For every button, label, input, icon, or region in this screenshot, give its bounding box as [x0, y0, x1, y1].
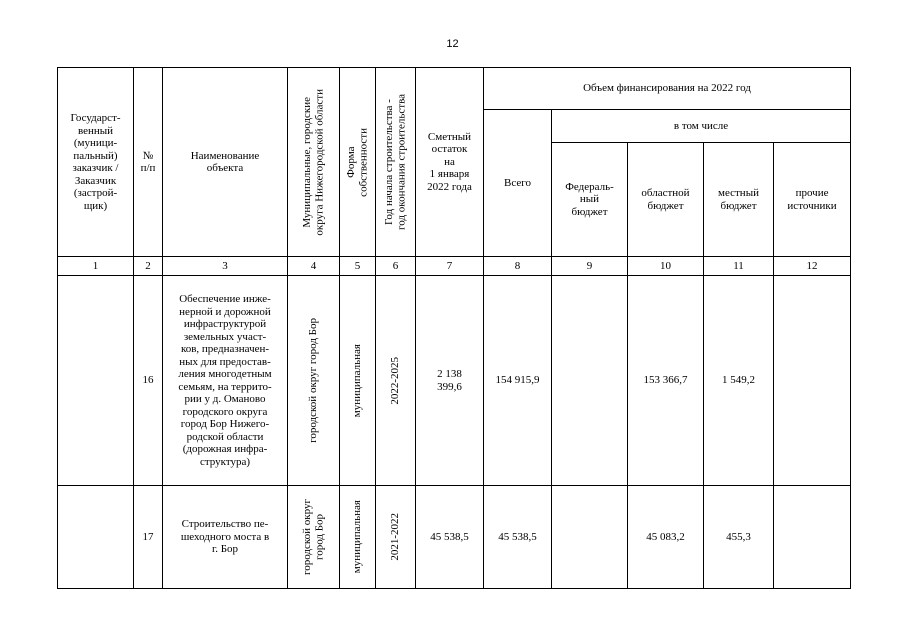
column-number: 10 — [628, 257, 704, 276]
row-municipality: городской округ город Бор — [307, 318, 320, 443]
row-ownership: муниципальная — [351, 343, 364, 418]
row-federal — [552, 276, 628, 486]
row-num: 17 — [134, 486, 163, 589]
header-funding-title: Объем финансирования на 2022 год — [484, 68, 851, 110]
row-municipality-cell — [288, 486, 340, 589]
row-regional: 45 083,2 — [628, 486, 704, 589]
header-other: прочие источники — [774, 143, 851, 257]
row-years-cell — [376, 486, 416, 589]
column-number: 12 — [774, 257, 851, 276]
row-ownership-cell — [340, 276, 376, 486]
row-total: 45 538,5 — [484, 486, 552, 589]
row-years: 2021-2022 — [389, 513, 402, 561]
row-federal — [552, 486, 628, 589]
row-estimate-balance: 2 138 399,6 — [416, 276, 484, 486]
header-years: Год начала строительства - год окончания строительства — [383, 94, 408, 230]
row-municipality-cell — [288, 276, 340, 486]
row-customer — [58, 276, 134, 486]
column-number: 5 — [340, 257, 376, 276]
column-number: 3 — [163, 257, 288, 276]
column-number: 6 — [376, 257, 416, 276]
row-object-name: Обеспечение инже- нерной и дорожной инфраструктурой земельных участ- ков, предназначен- ных для предостав- ления многодетным семьям, на террито- рии у д. Оманово городского округа город Бор Нижего- родской области (дорожная инфра- структура) — [163, 276, 288, 486]
row-other — [774, 276, 851, 486]
table-row — [58, 486, 851, 589]
row-municipality: городской округ город Бор — [301, 498, 326, 576]
column-number: 2 — [134, 257, 163, 276]
header-including: в том числе — [552, 110, 851, 143]
row-local: 1 549,2 — [704, 276, 774, 486]
header-total: Всего — [484, 110, 552, 257]
column-number: 9 — [552, 257, 628, 276]
row-ownership-cell — [340, 486, 376, 589]
header-ownership: Форма собственности — [345, 127, 370, 197]
row-estimate-balance: 45 538,5 — [416, 486, 484, 589]
column-number: 11 — [704, 257, 774, 276]
header-municipality: Муниципальные, городские округа Нижегородской области — [301, 88, 326, 236]
column-number: 4 — [288, 257, 340, 276]
row-regional: 153 366,7 — [628, 276, 704, 486]
row-other — [774, 486, 851, 589]
header-federal: Федераль- ный бюджет — [552, 143, 628, 257]
header-regional: областной бюджет — [628, 143, 704, 257]
table-row — [58, 276, 851, 486]
row-local: 455,3 — [704, 486, 774, 589]
row-num: 16 — [134, 276, 163, 486]
column-numbers-row — [58, 257, 851, 276]
header-municipality-cell — [288, 68, 340, 257]
page-number: 12 — [446, 38, 459, 50]
row-ownership: муниципальная — [351, 500, 364, 574]
header-estimate-balance: Сметный остаток на 1 января 2022 года — [416, 68, 484, 257]
row-total: 154 915,9 — [484, 276, 552, 486]
row-customer — [58, 486, 134, 589]
header-local: местный бюджет — [704, 143, 774, 257]
header-years-cell — [376, 68, 416, 257]
header-object-name: Наименование объекта — [163, 68, 288, 257]
row-object-name: Строительство пе- шеходного моста в г. Бор — [163, 486, 288, 589]
row-years-cell — [376, 276, 416, 486]
column-number: 7 — [416, 257, 484, 276]
financing-table — [57, 67, 851, 589]
header-ownership-cell — [340, 68, 376, 257]
row-years: 2022-2025 — [389, 356, 402, 405]
header-customer: Государст- венный (муници- пальный) заказчик / Заказчик (застрой- щик) — [58, 68, 134, 257]
header-num: № п/п — [134, 68, 163, 257]
column-number: 1 — [58, 257, 134, 276]
column-number: 8 — [484, 257, 552, 276]
